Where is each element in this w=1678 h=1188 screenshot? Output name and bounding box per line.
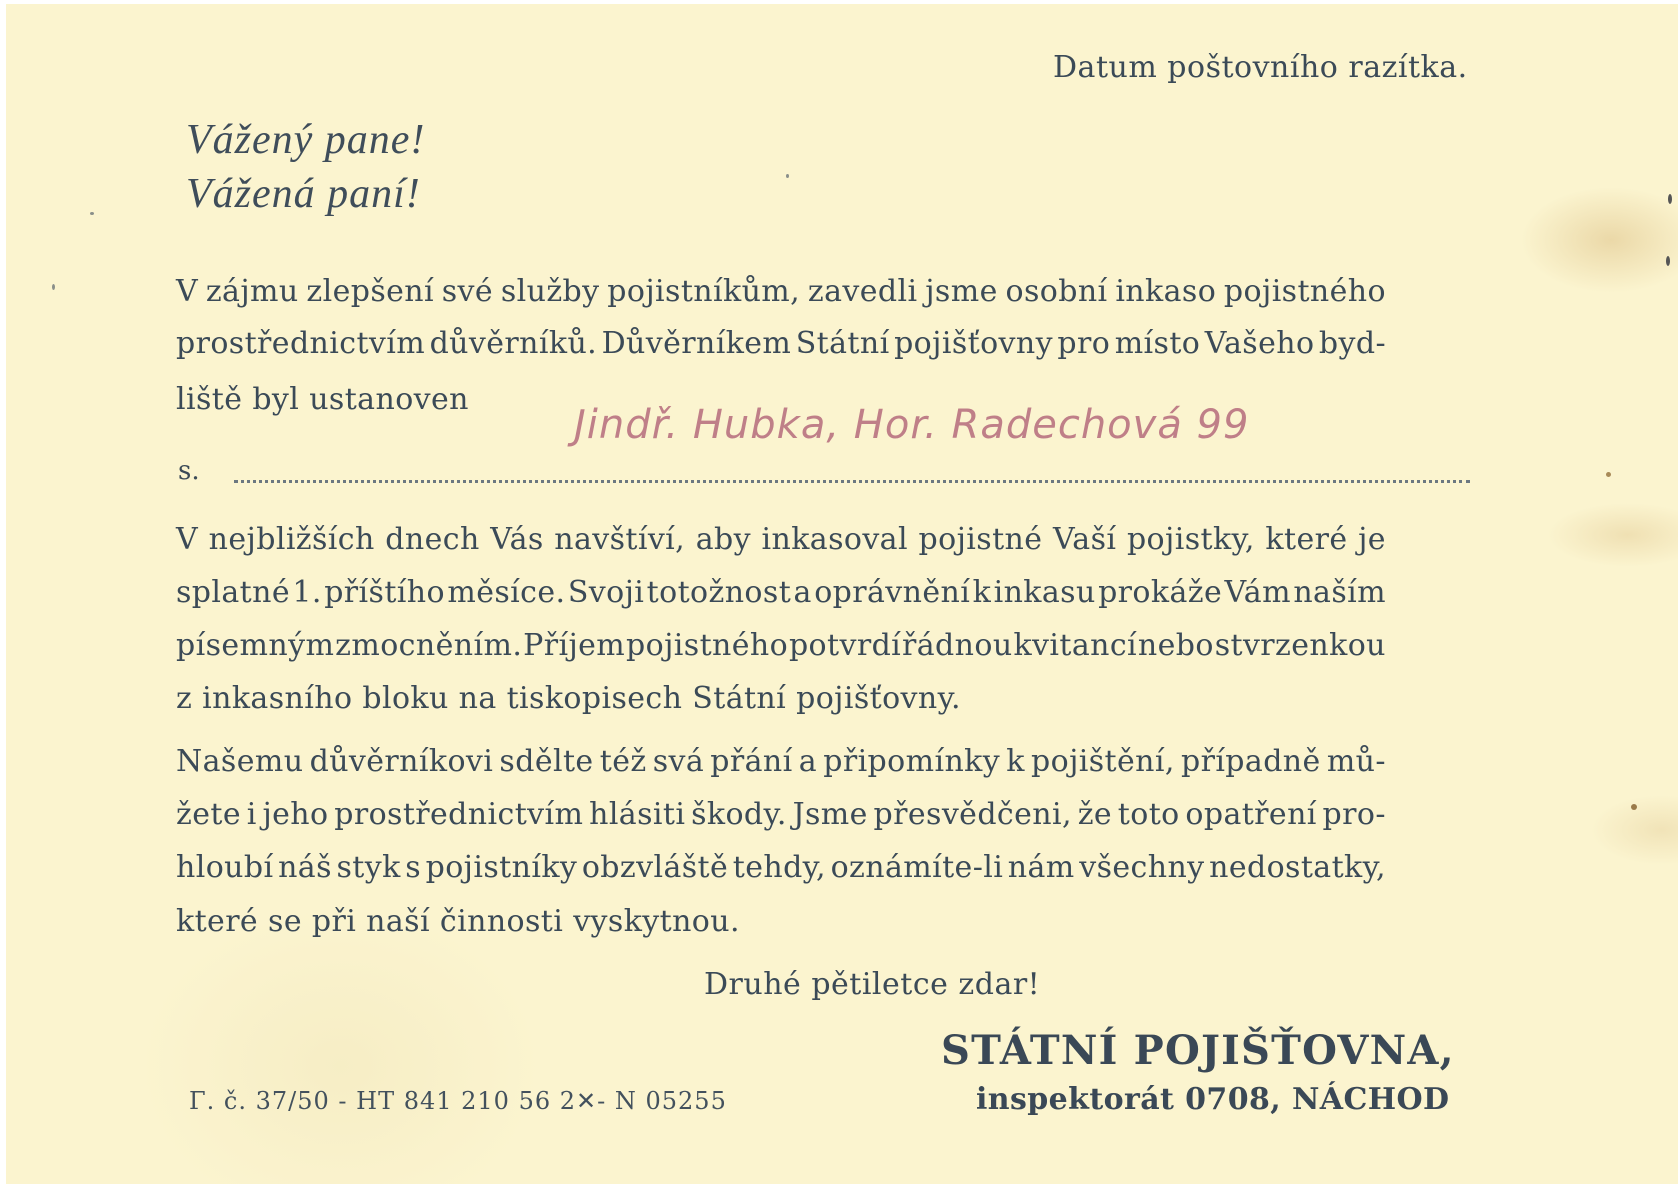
paragraph1-line: prostřednictvím důvěrníků. Důvěrníkem Státní pojišťovny pro místo Vašeho byd- xyxy=(176,326,1386,361)
paragraph3-line: které se při naší činnosti vyskytnou. xyxy=(176,904,740,939)
salutation-madam: Vážená paní! xyxy=(186,171,421,217)
organization-name: STÁTNÍ POJIŠŤOVNA, xyxy=(941,1027,1455,1074)
paragraph3-line: Našemu důvěrníkovi sdělte též svá přání a připomínky k pojištění, případně mů- xyxy=(176,744,1386,779)
print-code: Γ. č. 37/50 - HT 841 210 56 2✕- N 05255 xyxy=(189,1087,727,1115)
fill-line-label: s. xyxy=(178,456,200,486)
postmark-date-note: Datum poštovního razítka. xyxy=(1053,50,1468,85)
paragraph2-line: splatné 1. příštího měsíce. Svoji totožnost a oprávnění k inkasu prokáže Vám naším xyxy=(176,575,1386,610)
paragraph3-line: hloubí náš styk s pojistníky obzvláště tehdy, oznámíte-li nám všechny nedostatky, xyxy=(176,850,1386,885)
dotted-fill-line xyxy=(234,480,1470,483)
paper-speck xyxy=(1668,194,1672,204)
agent-name-stamp: Jindř. Hubka, Hor. Radechová 99 xyxy=(574,402,1250,448)
paper-speck xyxy=(786,174,789,178)
paragraph1-line: V zájmu zlepšení své služby pojistníkům, zavedli jsme osobní inkaso pojistného xyxy=(176,274,1386,309)
paper-speck xyxy=(1631,804,1637,810)
insurance-notice-card xyxy=(6,4,1678,1184)
paragraph2-line: z inkasního bloku na tiskopisech Státní pojišťovny. xyxy=(176,681,961,716)
paragraph2-line: písemným zmocněním. Příjem pojistného potvrdí řádnou kvitancí nebo stvrzenkou xyxy=(176,628,1386,663)
paragraph3-line: žete i jeho prostřednictvím hlásiti škody. Jsme přesvědčeni, že toto opatření pro- xyxy=(176,797,1386,832)
inspectorate-line: inspektorát 0708, NÁCHOD xyxy=(976,1082,1450,1117)
salutation-sir: Vážený pane! xyxy=(186,117,426,163)
paper-speck xyxy=(90,212,94,215)
paper-speck xyxy=(52,284,55,290)
paragraph1-line: liště byl ustanoven xyxy=(176,382,469,417)
paper-speck xyxy=(1606,472,1611,477)
paper-speck xyxy=(1666,256,1670,266)
paragraph2-line: V nejbližších dnech Vás navštíví, aby inkasoval pojistné Vaší pojistky, které je xyxy=(176,522,1386,557)
closing-slogan: Druhé pětiletce zdar! xyxy=(704,967,1041,1002)
